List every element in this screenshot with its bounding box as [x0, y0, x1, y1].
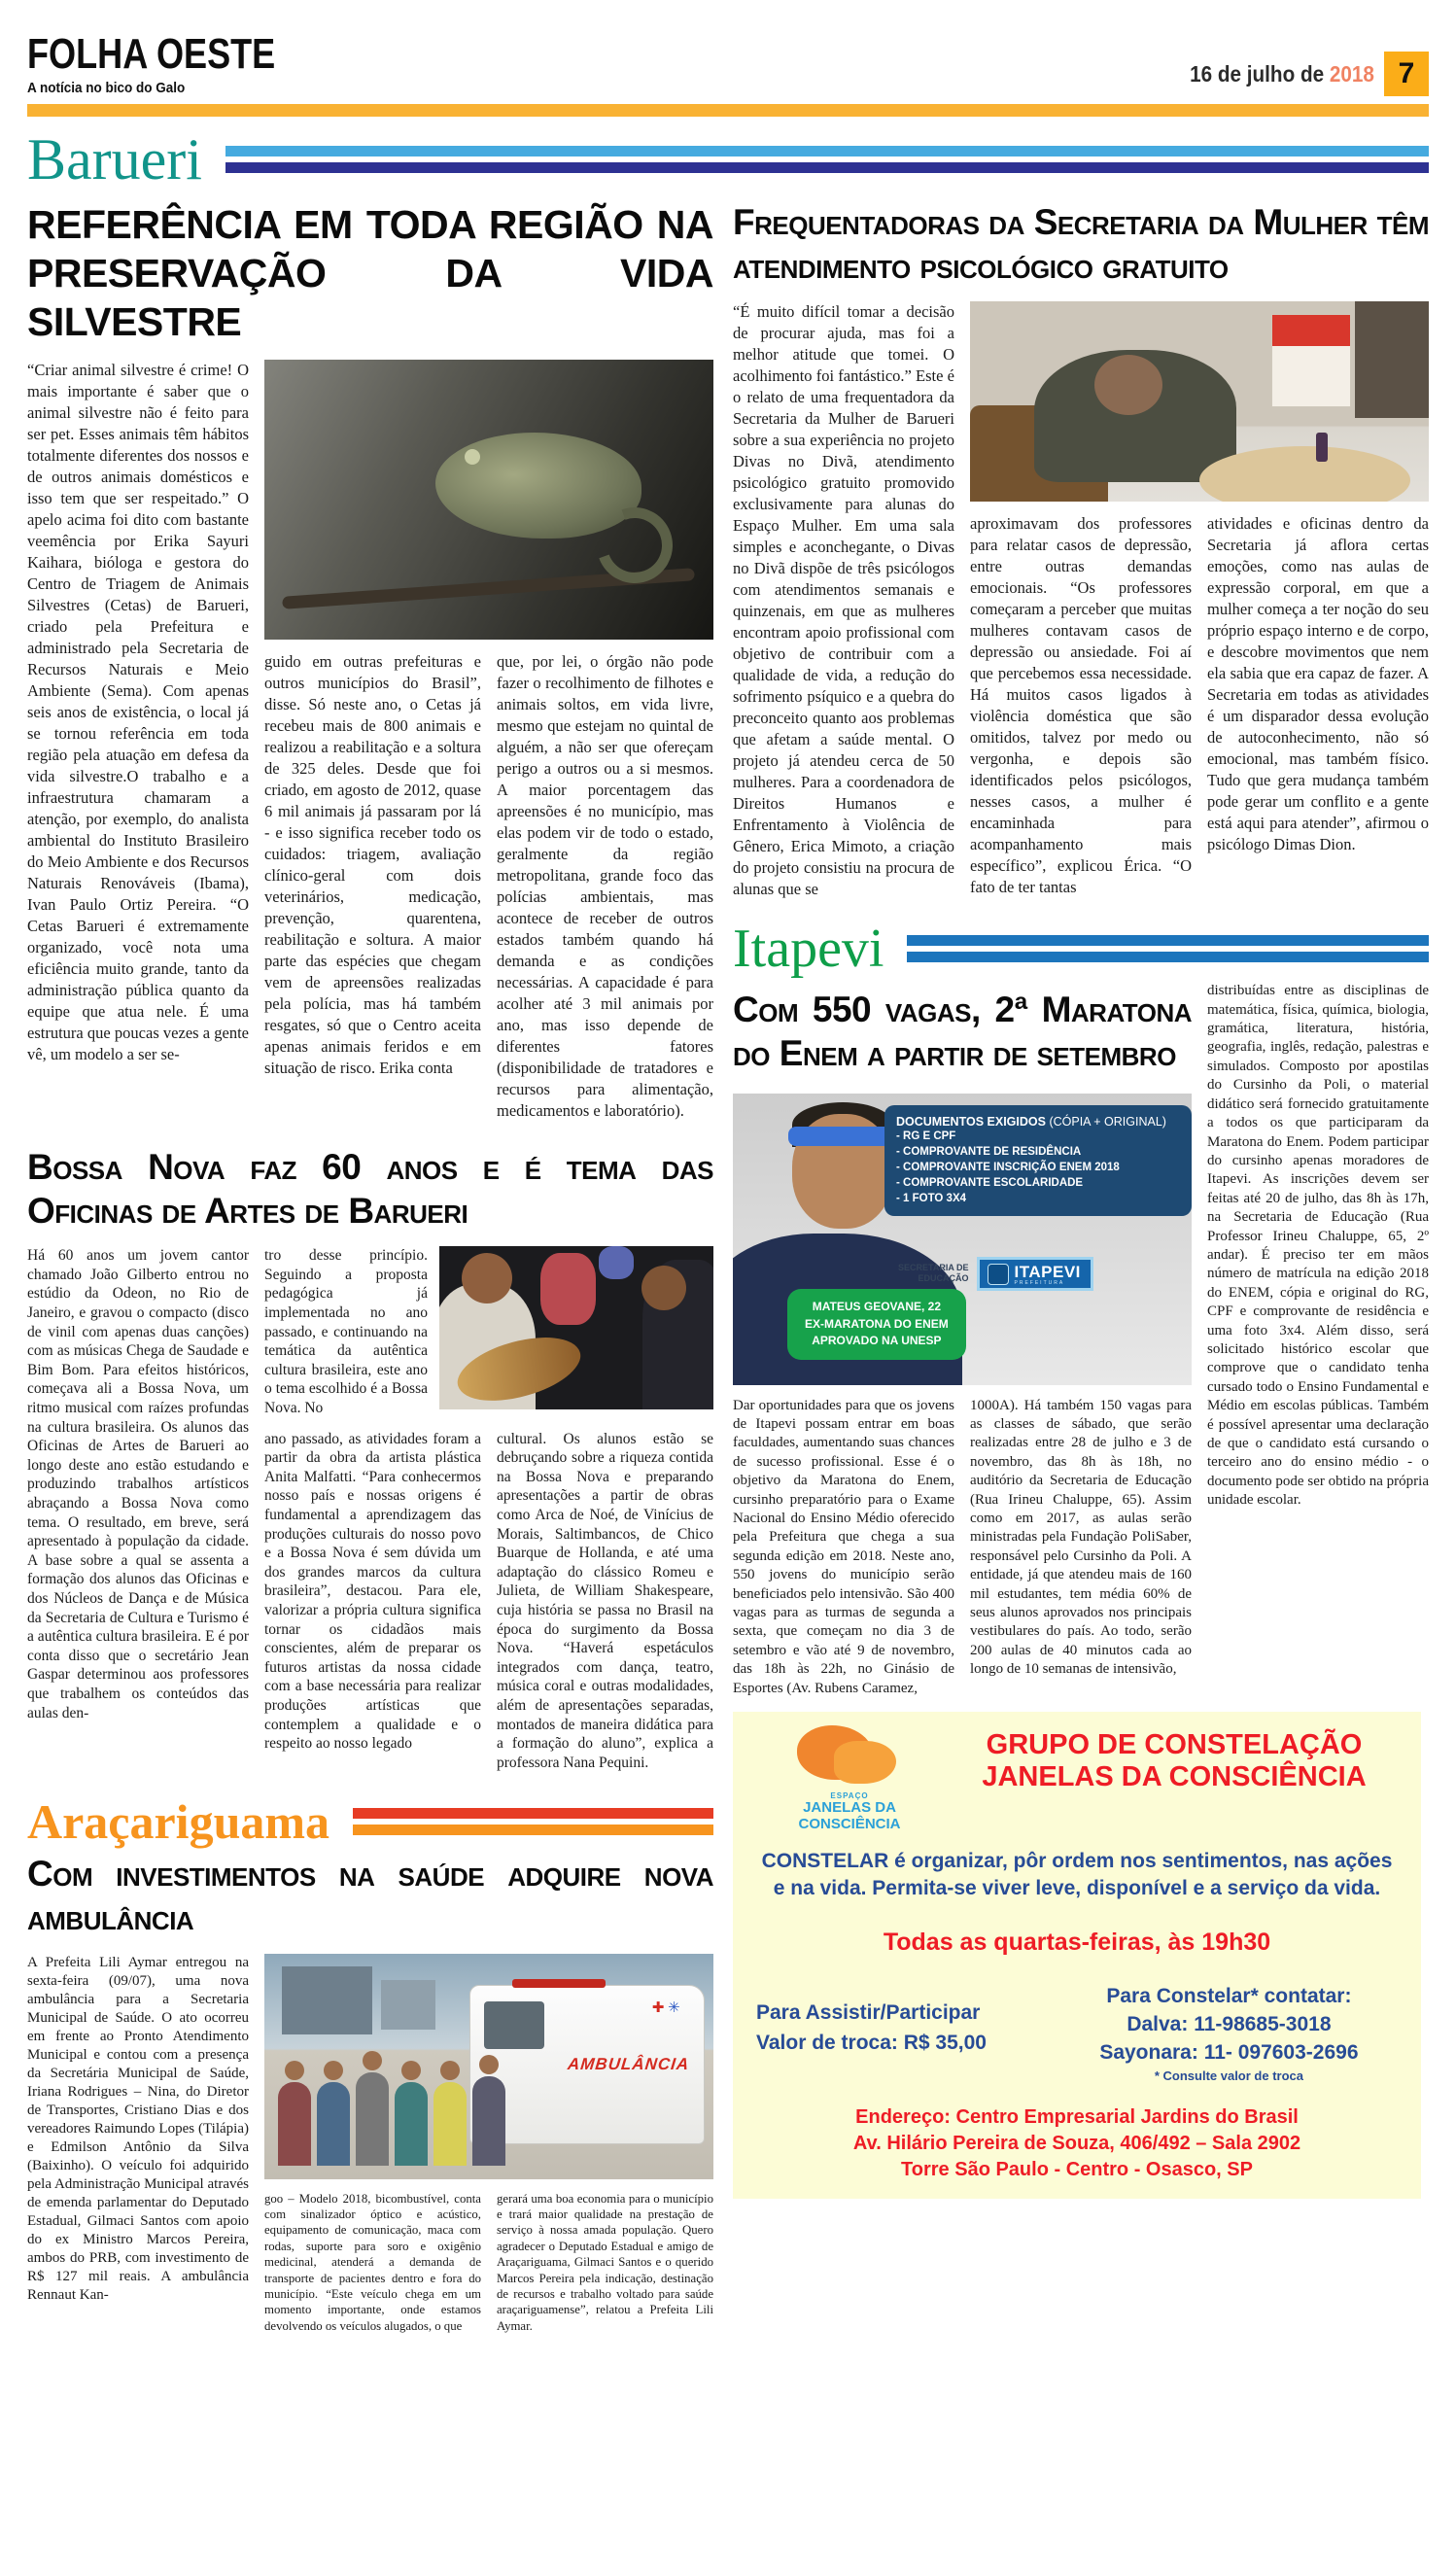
section-header-barueri	[27, 127, 1429, 191]
enem-column-1: Dar oportunidades para que os jovens de Itapevi possam entrar em boas faculdades, aumentando suas chances de sucesso profissional. Esse é o objetivo da Maratona do Enem, cursinho preparatório para o Exame Nacional do Ensino Médio oferecido pela Prefeitura que chega a sua segunda edição em 2018. Neste ano, 550 jovens do município serão beneficiados pelo intensivão. São 400 vagas para as turmas de segunda a sexta, que começam no dia 3 de setembro e vão até 9 de novembro, das 18h às 22h, no Ginásio de Esportes (Av. Rubens Caramez,	[733, 1397, 954, 1696]
section-rules-itapevi	[907, 935, 1429, 962]
documents-overlay-box	[884, 1105, 1192, 1216]
rule-red	[353, 1808, 713, 1819]
ambulancia-column-3: gerará uma boa economia para o município e trará maior qualidade na prestação de serviço à nossa amada população. Quero agradecer o Deputado Estadual e amigo de Araçariguama, Gilmaci Santos e o querido Marcos Pereira pela indicação, destinação de recursos e trabalho voltado para saúde araçariguamense”, relatou a Prefeita Lili Aymar.	[497, 2191, 713, 2333]
itapevi-crest-icon	[988, 1264, 1009, 1285]
cetas-column-3: que, por lei, o órgão não pode fazer o recolhimento de filhotes e animais soltos, em vida livre, mesmo que estejam no quintal de alguém, a não ser que ofereçam perigo a outros ou a si mesmos. A maior porcentagem das apreensões é no município, mas elas podem vir de todo o estado, geralmente da região metropolitana, grande foco das polícias ambientais, mas acontece de receber de outros estados também quando há demanda e as condições necessárias. A capacidade é para acolher até 3 mil animais por ano, mas isso depende de diferentes fatores (disponibilidade de tratadores e recursos para alimentação, medicamentos e laboratório).	[497, 652, 713, 1121]
section-rules-aracariguama	[353, 1808, 713, 1835]
ad-title-line-1: GRUPO DE CONSTELAÇÃO	[986, 1729, 1363, 1760]
article-bossa-nova	[27, 1246, 713, 1772]
teacher-head-shape	[641, 1266, 686, 1310]
ad-body-line-1: CONSTELAR é organizar, pôr ordem nos sentimentos, nas ações	[761, 1850, 1393, 1872]
left-page-half	[27, 194, 713, 2334]
star-of-life-icon: ✳	[668, 2000, 680, 2017]
date-year: 2018	[1329, 60, 1374, 87]
rule-light-blue	[225, 146, 1429, 156]
ad-contact-phone-2: Sayonara: 11- 097603-2696	[1099, 2041, 1359, 2065]
documents-title: DOCUMENTOS EXIGIDOS (CÓPIA + ORIGINAL)	[896, 1114, 1166, 1129]
logo-small-text: ESPAÇO	[830, 1791, 869, 1800]
ad-body-text	[752, 1848, 1402, 1903]
article-maratona-enem	[733, 982, 1429, 1698]
blob-shape-2	[834, 1741, 896, 1784]
mulher-column-2: aproximavam dos professores para relatar casos de depressão, entre outras demandas emocionais. “Os professores começaram a perceber que muitas mulheres contavam casos de depressão ou ansiedade. Foi aí que percebemos essa necessidade. Há muitos casos ligados à violência doméstica que são omitidos, talvez por medo ou vergonha, e depois são identificados pelos psicólogos, nesses casos, a mulher é encaminhada para acompanhamento mais específico”, explicou Érica. “O fato de ter tantas	[970, 514, 1192, 897]
ad-attend-value: Valor de troca: R$ 35,00	[756, 2032, 987, 2055]
medical-icons	[652, 1999, 680, 2017]
person-shape	[395, 2082, 428, 2166]
student-head-shape	[462, 1253, 512, 1303]
rule-blue-bottom	[907, 952, 1429, 962]
page-number: 7	[1384, 52, 1429, 96]
psychologist-shape	[1034, 350, 1236, 482]
van-window-shape	[484, 2001, 544, 2049]
headline-secretaria-mulher: Frequentadoras da Secretaria da Mulher têm atendimento psicológico gratuito	[733, 202, 1429, 287]
ad-contact-phone-1: Dalva: 11-98685-3018	[1127, 2013, 1332, 2036]
logo-line-2: CONSCIÊNCIA	[798, 1815, 901, 1832]
chameleon-eye-shape	[465, 449, 480, 465]
building-shape-2	[381, 1980, 434, 2030]
itapevi-logo-text: ITAPEVI	[1014, 1262, 1081, 1281]
constellation-ad	[733, 1712, 1421, 2199]
psychologist-head-shape	[1094, 355, 1162, 415]
rule-blue-top	[907, 935, 1429, 946]
building-shape	[282, 1966, 371, 2034]
ad-title	[947, 1725, 1402, 1794]
ambulancia-column-2: goo – Modelo 2018, bicombustível, conta com sinalizador óptico e acústico, equipamento de comunicação, maca com rodas, suporte para soro e oxigênio medicinal, atenderá a demanda de transporte de pacientes dentro e fora do município. “Este veículo chega em um momento importante, onde estamos devolvendo os veículos alugados, o que	[264, 2191, 481, 2333]
section-rules-barueri	[225, 146, 1429, 173]
headline-ambulancia: Com investimentos na saúde adquire nova ambulância	[27, 1854, 713, 1938]
cup-shape	[1316, 433, 1328, 462]
cetas-column-1: “Criar animal silvestre é crime! O mais importante é saber que o animal silvestre não é feito para ser pet. Esses animais têm hábitos totalmente diferentes dos nossos e de outros animais domésticos e isso tem que ser respeitado.” O apelo acima foi dito com bastante veemência por Erika Sayuri Kaihara, bióloga e gestora do Centro de Triagem de Animais Silvestres (Cetas) de Barueri, criado pela Prefeitura e administrado pela Secretaria de Recursos Naturais e Meio Ambiente (Sema). Com apenas seis anos de existência, o local já se tornou referência em toda região pela atuação em defesa da vida silvestre.O trabalho e a infraestrutura chamaram a atenção, por exemplo, do analista ambiental do Instituto Brasileiro do Meio Ambiente e dos Recursos Naturais Renováveis (Ibama), Ivan Paulo Ortiz Pereira. “O Cetas Barueri é extremamente organizado, você nota uma eficiência muito grande, tanto da administração pública quanto da equipe que atua nele. É uma estrutura que poucas vezes a gente vê, um modelo a ser se-	[27, 361, 249, 1064]
headline-cetas: REFERÊNCIA EM TODA REGIÃO NA PRESERVAÇÃO DA VIDA SILVESTRE	[27, 202, 713, 345]
documents-note: (CÓPIA + ORIGINAL)	[1045, 1114, 1166, 1129]
ambulance-label: AMBULÂNCIA	[567, 2055, 691, 2074]
bossa-column-1: Há 60 anos um jovem cantor chamado João Gilberto entrou no estúdio da Odeon, no Rio de Janeiro, e gravou o compacto (disco de vinil com apenas duas canções) com as músicas Chega de Saudade e Bim Bom. Para efeitos históricos, começava ali a Bossa Nova, um ritmo musical com raízes profundas na cultura brasileira. Os alunos das Oficinas de Artes de Barueri ao longo deste ano estão estudando e produzindo trabalhos artísticos abraçando a Bossa Nova como tema. O resultado, em breve, será apresentado à população da cidade. A base sobre a qual se assenta a formação dos alunos das Oficinas e dos Núcleos de Dança e de Música da Secretaria de Cultura e Turismo é a autêntica cultura brasileira. E é por conta disso que o secretário Jean Gaspar determinou aos professores que trabalhem os conteúdos das aulas den-	[27, 1247, 249, 1721]
article-ambulancia	[27, 1954, 713, 2335]
ad-title-line-2: JANELAS DA CONSCIÊNCIA	[982, 1761, 1367, 1793]
ad-address-line-3: Torre São Paulo - Centro - Osasco, SP	[901, 2159, 1253, 2181]
badge-line: APROVADO NA UNESP	[812, 1334, 942, 1348]
masthead-left	[27, 30, 329, 96]
section-header-aracariguama	[27, 1794, 713, 1850]
section-title-barueri: Barueri	[27, 127, 202, 191]
red-cross-icon: ✚	[651, 2000, 665, 2017]
itapevi-logo	[977, 1257, 1093, 1291]
masthead-right	[1169, 52, 1429, 96]
secretaria-label: SECRETARIA DE EDUCAÇÃO	[898, 1263, 969, 1283]
enem-student-photo	[733, 1094, 1192, 1385]
mulher-column-3: atividades e oficinas dentro da Secretaria já aflora certas emoções, como nas aulas de expressão corporal, em que a mulher começa a ter noção do seu próprio espaço interno e de corpo, e descobre movimentos que nem ela sabia que era capaz de fazer. A Secretaria em todas as atividades é um disparador dessa evolução de autoconhecimento, não só emocional, mas também físico. Tudo que gera mudança também pode gerar um conflito e a gente está aqui para atender”, afirmou o psicólogo Dimas Dion.	[1207, 514, 1429, 854]
ad-address-line-1: Endereço: Centro Empresarial Jardins do Brasil	[855, 2106, 1299, 2129]
headline-maratona-enem: Com 550 vagas, 2ª Maratona do Enem a partir de setembro	[733, 990, 1192, 1074]
badge-line: EX-MARATONA DO ENEM	[805, 1316, 949, 1331]
light-bar-shape	[512, 1979, 606, 1988]
ad-attend-title: Para Assistir/Participar	[756, 2000, 981, 2024]
person-shape	[278, 2082, 311, 2166]
person-shape	[317, 2082, 350, 2166]
ad-attend-block	[752, 1982, 1057, 2059]
janelas-brain-icon	[791, 1725, 908, 1790]
headline-bossa-nova: Bossa Nova faz 60 anos e é tema das Oficinas de Artes de Barueri	[27, 1147, 713, 1232]
document-item: - COMPROVANTE DE RESIDÊNCIA	[896, 1145, 1082, 1158]
document-item: - COMPROVANTE ESCOLARIDADE	[896, 1176, 1084, 1189]
article-secretaria-mulher	[733, 301, 1429, 900]
ambulancia-column-1: A Prefeita Lili Aymar entregou na sexta-feira (09/07), uma nova ambulância para a Secretaria Municipal de Saúde. O ato ocorreu em frente ao Pronto Atendimento Municipal e contou com a presença da Secretária Municipal de Saúde, Iriana Rodrigues – Nina, do Diretor de Transportes, Cristiano Dias e dos vereadores Raimundo Lopes (Tilápia) e Edmilson Antônio da Silva (Baixinho). O veículo foi adquirido pela Administração Municipal através de emenda parlamentar do Deputado Estadual, Gilmaci Santos com apoio do ex Ministro Marcos Pereira, ambos do PRB, com investimento de R$ 127 mil reais. A ambulância Rennaut Kan-	[27, 1954, 249, 2303]
ambulance-photo	[264, 1954, 713, 2179]
student-headband-shape	[788, 1127, 895, 1146]
ad-address-line-2: Av. Hilário Pereira de Souza, 406/492 – Sala 2902	[852, 2133, 1301, 2155]
document-item: - 1 FOTO 3X4	[896, 1192, 967, 1204]
right-page-half	[733, 194, 1429, 2334]
newspaper-tagline: A notícia no bico do Galo	[27, 80, 186, 96]
person-shape	[356, 2072, 389, 2166]
edition-date	[1190, 61, 1374, 87]
secretaria-educacao-lockup	[898, 1257, 1093, 1291]
document-item: - COMPROVANTE INSCRIÇÃO ENEM 2018	[896, 1161, 1120, 1173]
student-caption-badge	[787, 1289, 966, 1359]
ad-contact-title: Para Constelar* contatar:	[1106, 1984, 1352, 2007]
cetas-column-2: guido em outras prefeituras e outros municípios do Brasil”, disse. Só neste ano, o Cetas já recebeu mais de 800 animais e realizou a reabilitação e a soltura de 325 deles. Desde que foi criado, em agosto de 2012, quase 6 mil animais já passaram por lá - e isso significa receber todo os cuidados: triagem, avaliação clínico-geral com dois veterinários, medicação, prevenção, quarentena, reabilitação e soltura. A maior parte das espécies que chegam vem de apreensões realizadas pela polícia, mas há também resgates, só que o Centro aceita apenas animais feridos e em situação de risco. Erika conta	[264, 652, 481, 1078]
newspaper-title: FOLHA OESTE	[27, 30, 276, 78]
rule-navy	[225, 162, 1429, 173]
guitar-class-photo	[439, 1246, 713, 1409]
student-red-shirt-shape	[540, 1253, 595, 1325]
ad-schedule: Todas as quartas-feiras, às 19h30	[883, 1928, 1271, 1956]
shelf-shape	[1355, 301, 1429, 417]
enem-column-3: distribuídas entre as disciplinas de matemática, física, química, biologia, gramática, literatura, história, geografia, inglês, redação, palestras e simulados. Composto por apostilas do Cursinho da Poli, o material didático será fornecido gratuitamente a todos os que participaram da Maratona do Enem. Podem participar do cursinho apenas moradores de Itapevi. As inscrições devem ser feitas até 20 de julho, das 8h às 17h, na Secretaria de Educação (Rua Professor Irineu Chaluppe, 65, 2º andar). É preciso ter em mãos número de matrícula na edição 2018 do ENEM, cópia e original do RG, CPF e comprovante de residência e uma foto 3x4. Além disso, será solicitado histórico escolar que comprove que o candidato tenha cursado todo o Ensino Fundamental e Médio em escolas públicas. Também é possível apresentar uma declaração de que o candidato está cursando o terceiro ano do ensino médio - o documento pode ser obtido na própria unidade escolar.	[1207, 983, 1429, 1509]
itapevi-logo-subtext: PREFEITURA	[1014, 1279, 1065, 1286]
document-item: - RG E CPF	[896, 1130, 956, 1142]
bossa-column-2-top: tro desse princípio. Seguindo a proposta pedagógica já implementada no ano passado, e continuando na temática da autêntica cultura brasileira, este ano o tema escolhido é a Bossa Nova. No	[264, 1247, 428, 1417]
divas-poster-shape	[1271, 314, 1351, 408]
chameleon-photo	[264, 360, 713, 640]
badge-line: MATEUS GEOVANE, 22	[812, 1300, 942, 1314]
article-cetas	[27, 360, 713, 1122]
person-shape	[433, 2082, 467, 2166]
student-cap-shape	[599, 1246, 635, 1279]
ad-contact-note: * Consulte valor de troca	[1154, 2068, 1303, 2083]
date-text: 16 de julho de	[1190, 60, 1325, 87]
psychology-office-photo	[970, 301, 1429, 502]
rule-orange	[353, 1825, 713, 1835]
logo-line-1: JANELAS DA	[803, 1799, 896, 1816]
person-shape	[472, 2076, 505, 2166]
bossa-column-3: cultural. Os alunos estão se debruçando sobre a riqueza contida na Bossa Nova e preparando apresentações a partir de obras como Arca de Noé, de Vinícius de Morais, Saltimbancos, de Chico Buarque de Hollanda, e até uma adaptação do clássico Romeu e Julieta, de William Shakespeare, cuja história se passa no Brasil na época do surgimento da Bossa Nova. “Haverá espetáculos integrados com dança, teatro, música coral e outras modalidades, além de apresentações separadas, montados de maneira didática para a formação do aluno”, explica a professora Nana Pequini.	[497, 1430, 713, 1771]
ad-contact-block	[1057, 1982, 1402, 2085]
officials-group-shapes	[278, 2072, 505, 2166]
masthead-rule	[27, 104, 1429, 117]
poster-red-band	[1272, 315, 1350, 346]
mulher-column-1: “É muito difícil tomar a decisão de procurar ajuda, mas foi a melhor atitude que tomei. O acolhimento foi fantástico.” Este é o relato de uma frequentadora da Secretaria da Mulher de Barueri sobre a sua experiência no projeto Divas no Divã, atendimento psicológico gratuito promovido exclusivamente para alunas do Espaço Mulher. Em uma sala simples e aconchegante, o Divas no Divã dispõe de três psicólogos com atendimentos semanais e quinzenais, em que as mulheres encontram apoio profissional com objetivo de contribuir com a qualidade de vida, a redução do sofrimento psíquico e a quebra do preconceito quanto aos problemas que afetam a saúde mental. O projeto já atendeu cerca de 50 mulheres. Para a coordenadora de Direitos Humanos e Enfrentamento à Violência de Gênero, Erica Mimoto, a criação do projeto consistiu na procura de alunas que se	[733, 302, 954, 899]
ad-address	[752, 2104, 1402, 2183]
section-title-itapevi: Itapevi	[733, 919, 884, 980]
ad-body-line-2: e na vida. Permita-se viver leve, disponível e a serviço da vida.	[773, 1877, 1381, 1900]
janelas-logo	[752, 1725, 947, 1832]
masthead	[0, 0, 1456, 117]
section-header-itapevi	[733, 919, 1429, 980]
section-title-aracariguama: Araçariguama	[27, 1794, 330, 1850]
bossa-column-2-bottom: ano passado, as atividades foram a partir da obra da artista plástica Anita Malfatti. “Para conhecermos nosso país e nossas origens é fundamental a aprendizagem das produções culturais do nosso povo e a Bossa Nova é sem dúvida um dos grandes marcos da cultura brasileira”, destacou. Para ele, valorizar a própria cultura significa tornar os cidadãos mais conscientes, além de preparar os futuros artistas da nossa cidade com a base necessária para realizar produções artísticas que contemplem a qualidade e o respeito ao nosso legado	[264, 1430, 481, 1753]
enem-column-2: 1000A). Há também 150 vagas para as classes de sábado, que serão realizadas entre 28 de julho e 3 de novembro, das 8h às 18h, no auditório da Secretaria de Educação (Rua Irineu Chaluppe, 65). Assim como em 2017, as aulas serão ministradas pela Fundação PoliSaber, responsável pelo Cursinho da Poli. A entidade, já que atendeu mais de 160 mil estudantes, tem média 60% de seus alunos aprovados nos principais vestibulares do país. Ao todo, serão 200 aulas de 40 minutos cada ao longo de 10 semanas de intensivão,	[970, 1397, 1192, 1678]
